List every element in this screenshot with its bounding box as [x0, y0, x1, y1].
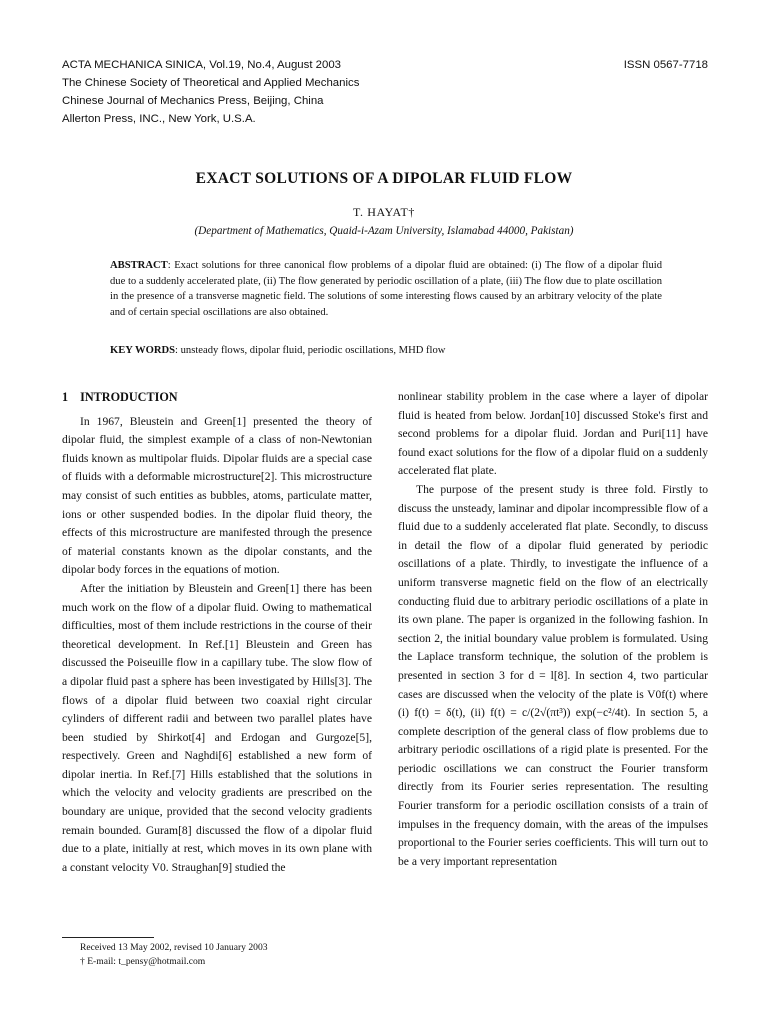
- right-column: [398, 388, 708, 871]
- journal-line-3: Chinese Journal of Mechanics Press, Beijing, China: [62, 95, 324, 107]
- footnote-received: Received 13 May 2002, revised 10 January 2003: [80, 942, 268, 953]
- keywords-text: : unsteady flows, dipolar fluid, periodic oscillations, MHD flow: [175, 345, 446, 356]
- journal-line-4: Allerton Press, INC., New York, U.S.A.: [62, 113, 256, 125]
- footnote-email: † E-mail: t_pensy@hotmail.com: [80, 956, 206, 967]
- section-number: 1: [62, 390, 69, 404]
- keywords-label: KEY WORDS: [110, 345, 176, 356]
- paper-title: EXACT SOLUTIONS OF A DIPOLAR FLUID FLOW: [195, 170, 573, 187]
- paragraph: The purpose of the present study is three fold. Firstly to discuss the unsteady, laminar and dipolar incompressible flow of a fluid due to a suddenly accelerated flat plate. Secondly, to discuss in detail the flow of a dipolar fluid generated by periodic oscillations of a plate. Thirdly, to investigate the influence of a uniform transverse magnetic field on the flow of an electrically conducting fluid due to arbitrary periodic oscillations of a plate in its own plane. The paper is organized in the following fashion. In section 2, the initial boundary value problem is formulated. Using the Laplace transform technique, the solution of the problem is presented in section 3 for d = l[8]. In section 4, two particular cases are discussed when the velocity of the plate is V0f(t) where (i) f(t) = δ(t), (ii) f(t) = c/(2√(πt³)) exp(−c²/4t). In section 5, a complete description of the general class of flow problems due to arbitrary periodic oscillations of a rigid plate is presented. For the periodic oscillations we can construct the Fourier transform directly from its Fourier series representation. The resulting Fourier transform for a periodic oscillation consists of a train of impulses in the frequency domain, with the areas of the impulses proportional to the Fourier series coefficients. This will turn out to be a very important representation: [398, 482, 708, 868]
- affiliation: (Department of Mathematics, Quaid-i-Azam University, Islamabad 44000, Pakistan): [194, 225, 574, 237]
- paragraph: After the initiation by Bleustein and Green[1] there has been much work on the flow of a dipolar fluid. Owing to mathematical difficulties, most of them include restrictions in the course of their theoretical development. In Ref.[1] Bleustein and Green has discussed the Poiseuille flow in a capillary tube. The slow flow of a dipolar fluid past a sphere has been investigated by Hills[3]. The flows of a dipolar fluid between two coaxial right circular cylinders of different radii and between two parallel plates have been studied by Shirkot[4] and Erdogan and Gurgoze[5], respectively. Green and Naghdi[6] established a new form of dipolar inertia. In Ref.[7] Hills established that the solutions in which the velocity and velocity gradients are prescribed on the boundary are unique, provided that the second velocity gradients remain bounded. Guram[8] discussed the flow of a dipolar fluid due to a plate, initially at rest, which moves in its own plane with a constant velocity V0. Straughan[9] studied the: [62, 581, 372, 874]
- footnotes: [80, 941, 268, 969]
- keywords: [110, 345, 662, 356]
- section-heading: [62, 388, 372, 407]
- left-column: [62, 388, 372, 877]
- issn: ISSN 0567-7718: [623, 59, 708, 71]
- abstract-text: : Exact solutions for three canonical flow problems of a dipolar fluid are obtained: (i) The flow of a dipolar fluid due to a suddenly accelerated plate, (ii) The flow generated by periodic oscillation of a plate, (iii) The flow due to plate oscillation in the presence of a transverse magnetic field. The solutions of some interesting flows caused by an arbitrary velocity of the plate and of certain special oscillations are also obtained.: [110, 260, 662, 318]
- journal-line-2: The Chinese Society of Theoretical and Applied Mechanics: [62, 77, 360, 89]
- abstract-label: ABSTRACT: [110, 260, 168, 271]
- paragraph: nonlinear stability problem in the case where a layer of dipolar fluid is heated from below. Jordan[10] discussed Stoke's first and second problems for a dipolar fluid. Jordan and Puri[11] have found exact solutions for the flow of a dipolar fluid on a suddenly accelerated flat plate.: [398, 390, 708, 478]
- journal-line-1: ACTA MECHANICA SINICA, Vol.19, No.4, August 2003: [62, 59, 341, 71]
- author: T. HAYAT†: [352, 205, 416, 219]
- abstract: [110, 258, 662, 320]
- paragraph: In 1967, Bleustein and Green[1] presented the theory of dipolar fluid, the simplest example of a class of non-Newtonian fluids known as multipolar fluids. Dipolar fluids are a special case of fluids with a deformable microstructure[2]. This microstructure may consist of such entities as bubbles, atoms, particulate matter, ions or other suspended bodies. In the dipolar fluid theory, the effects of this microstructure are manifested through the presence of material constants known as the dipolar constants, and the dipolar body forces in the equations of motion.: [62, 414, 372, 577]
- section-title: INTRODUCTION: [80, 390, 178, 404]
- journal-header: [62, 56, 708, 128]
- footnote-separator: [62, 937, 154, 938]
